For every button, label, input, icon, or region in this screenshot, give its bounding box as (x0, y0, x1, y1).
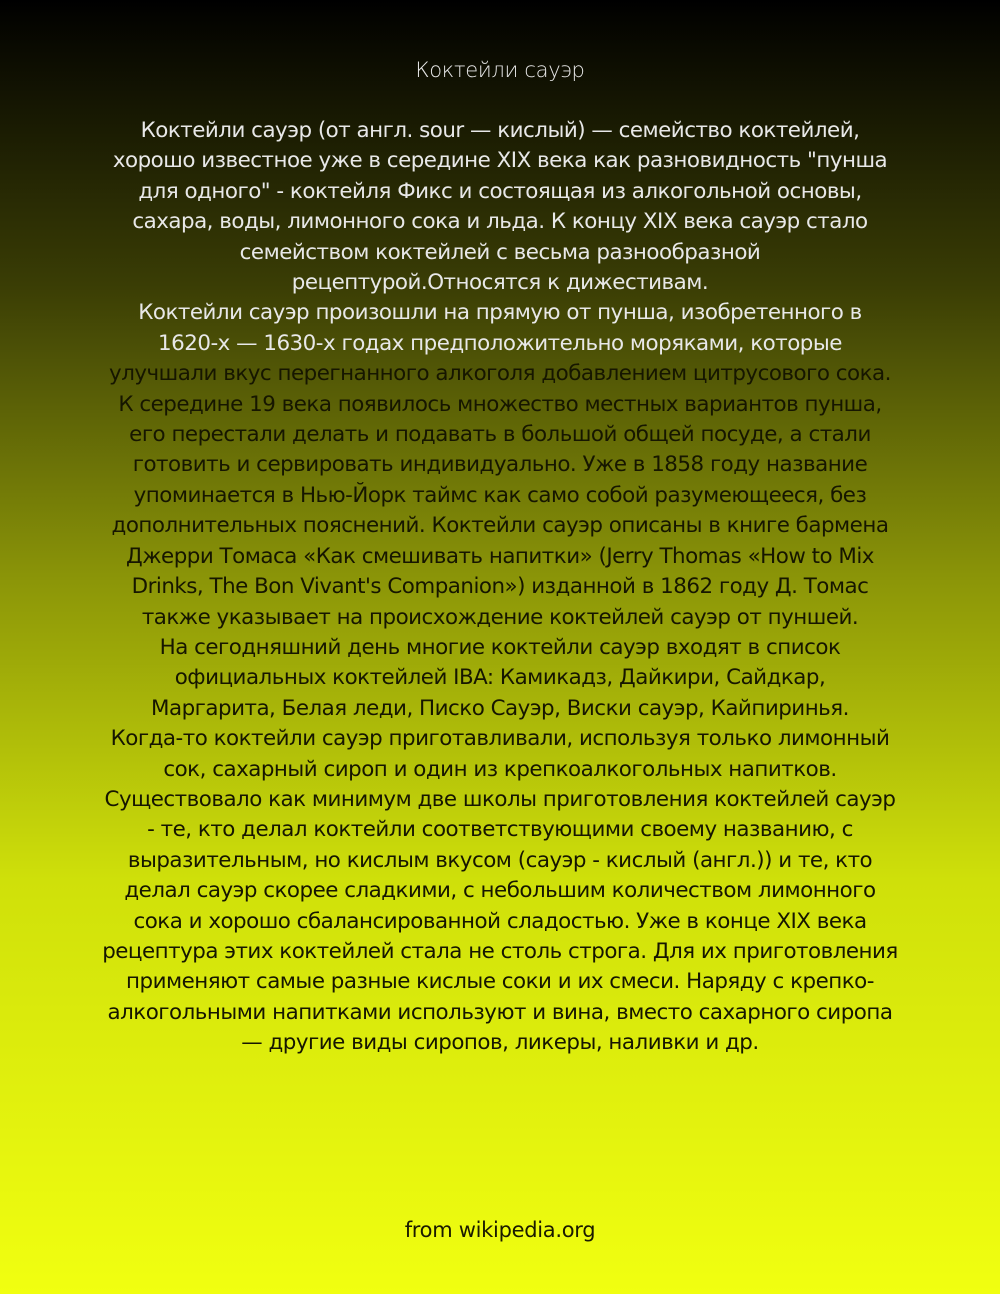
text-line: сока и хорошо сбалансированной сладостью. Уже в конце XIX века (133, 908, 867, 934)
text-line: Коктейли сауэр произошли на прямую от пунша, изобретенного в (138, 300, 862, 326)
article-lines-light (80, 116, 920, 359)
text-line: его перестали делать и подавать в большой общей посуде, а стали (129, 422, 871, 448)
text-line: - те, кто делал коктейли соответствующими своему названию, с (147, 817, 853, 843)
text-line: применяют самые разные кислые соки и их смеси. Наряду с крепко- (126, 969, 874, 995)
article-body (80, 116, 920, 1059)
text-line: Коктейли сауэр (от англ. sour — кислый) — семейство коктейлей, (140, 118, 860, 143)
text-line: сахара, воды, лимонного сока и льда. К концу XIX века сауэр стало (132, 209, 868, 235)
text-line: делал сауэр скорее сладкими, с небольшим количеством лимонного (124, 878, 876, 904)
text-line: официальных коктейлей IBA: Камикадз, Дайкири, Сайдкар, (174, 665, 826, 691)
text-line: улучшали вкус перегнанного алкоголя добавлением цитрусового сока. (109, 361, 891, 387)
text-line: также указывает на происхождение коктейлей сауэр от пуншей. (141, 604, 859, 630)
text-line: — другие виды сиропов, ликеры, наливки и др. (241, 1030, 759, 1056)
text-line: готовить и сервировать индивидуально. Уже в 1858 году название (132, 452, 868, 478)
text-line: Джерри Томаса «Как смешивать напитки» (Jerry Thomas «How to Mix (126, 543, 874, 569)
page-title: Коктейли сауэр (415, 58, 585, 82)
source-footer: from wikipedia.org (404, 1218, 596, 1242)
text-line: Маргарита, Белая леди, Писко Сауэр, Виски сауэр, Кайпиринья. (151, 695, 849, 721)
text-line: Когда-то коктейли сауэр приготавливали, используя только лимонный (110, 726, 890, 752)
text-line: 1620-х — 1630-х годах предположительно моряками, которые (158, 330, 842, 356)
text-line: сок, сахарный сироп и один из крепкоалкогольных напитков. (163, 756, 837, 782)
text-line: Существовало как минимум две школы приготовления коктейлей сауэр (104, 786, 896, 812)
text-line: упоминается в Нью-Йорк таймс как само собой разумеющееся, без (133, 482, 867, 508)
text-line: алкогольными напитками используют и вина, вместо сахарного сиропа (107, 999, 893, 1025)
text-line: рецептурой.Относятся к дижестивам. (291, 270, 709, 296)
text-line: выразительным, но кислым вкусом (сауэр - кислый (англ.)) и те, кто (127, 847, 873, 873)
text-line: К середине 19 века появилось множество местных вариантов пунша, (118, 391, 882, 417)
text-line: для одного" - коктейля Фикс и состоящая из алкогольной основы, (138, 178, 862, 204)
text-line: семейством коктейлей с весьма разнообразной (239, 239, 761, 265)
text-line: рецептура этих коктейлей стала не столь строга. Для их приготовления (102, 938, 898, 964)
text-line: дополнительных пояснений. Коктейли сауэр описаны в книге бармена (111, 513, 889, 539)
text-line: Drinks, The Bon Vivant's Companion») изданной в 1862 году Д. Томас (131, 574, 869, 600)
text-line: На сегодняшний день многие коктейли сауэр входят в список (159, 634, 841, 660)
text-line: хорошо известное уже в середине XIX века как разновидность "пунша (112, 148, 888, 174)
